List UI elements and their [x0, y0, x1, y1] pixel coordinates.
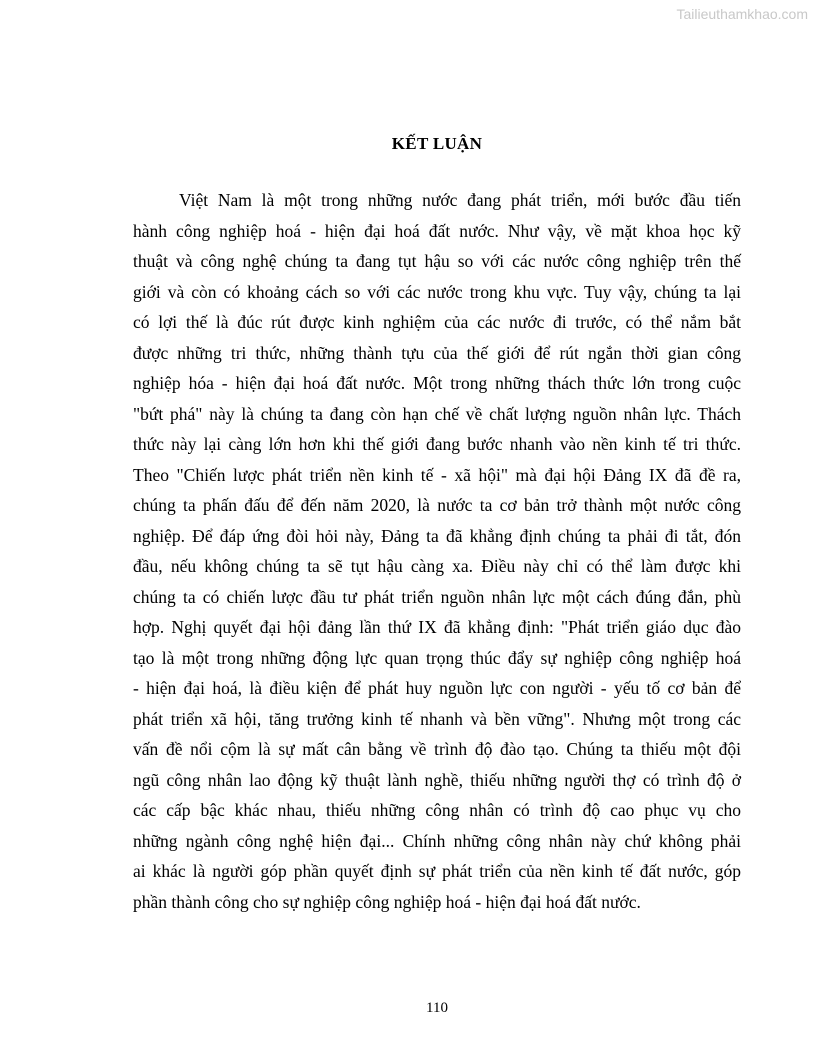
body-paragraph	[133, 185, 741, 917]
paragraph-line: "bứt phá" này là chúng ta đang còn hạn chế về chất lượng nguồn nhân lực. Thách	[133, 403, 741, 424]
paragraph-line: hành công nghiệp hoá - hiện đại hoá đất nước. Như vậy, về mặt khoa học kỹ	[133, 220, 741, 241]
paragraph-line: ngũ công nhân lao động kỹ thuật lành nghề, thiếu những người thợ có trình độ ở	[133, 769, 741, 790]
paragraph-line: phần thành công cho sự nghiệp công nghiệp hoá - hiện đại hoá đất nước.	[133, 891, 641, 912]
paragraph-line: có lợi thế là đúc rút được kinh nghiệm của các nước đi trước, có thể nắm bắt	[133, 312, 741, 332]
paragraph-line: thuật và công nghệ chúng ta đang tụt hậu so với các nước công nghiệp trên thế	[133, 251, 741, 271]
paragraph-line: được những tri thức, những thành tựu của thế giới để rút ngắn thời gian công	[133, 342, 741, 363]
paragraph-line: nghiệp. Để đáp ứng đòi hỏi này, Đảng ta đã khẳng định chúng ta phải đi tắt, đón	[133, 525, 741, 546]
paragraph-line: Việt Nam là một trong những nước đang phát triển, mới bước đầu tiến	[179, 190, 741, 210]
paragraph-line: - hiện đại hoá, là điều kiện để phát huy nguồn lực con người - yếu tố cơ bản để	[133, 678, 741, 698]
paragraph-line: chúng ta có chiến lược đầu tư phát triển nguồn nhân lực một cách đúng đắn, phù	[133, 586, 741, 607]
page-number: 110	[426, 1000, 448, 1016]
paragraph-line: giới và còn có khoảng cách so với các nước trong khu vực. Tuy vậy, chúng ta lại	[133, 281, 741, 302]
paragraph-line: những ngành công nghệ hiện đại... Chính những công nhân này chứ không phải	[133, 830, 741, 851]
paragraph-line: nghiệp hóa - hiện đại hoá đất nước. Một trong những thách thức lớn trong cuộc	[133, 373, 741, 393]
paragraph-line: thức này lại càng lớn hơn khi thế giới đang bước nhanh vào nền kinh tế tri thức.	[133, 434, 741, 454]
paragraph-line: phát triển xã hội, tăng trưởng kinh tế nhanh và bền vững". Nhưng một trong các	[133, 708, 741, 729]
paragraph-line: hợp. Nghị quyết đại hội đảng lần thứ IX đã khẳng định: "Phát triển giáo dục đào	[133, 617, 741, 637]
paragraph-line: đầu, nếu không chúng ta sẽ tụt hậu càng xa. Điều này chỉ có thể làm được khi	[133, 556, 741, 576]
paragraph-line: tạo là một trong những động lực quan trọng thúc đẩy sự nghiệp công nghiệp hoá	[133, 647, 741, 668]
paragraph-line: các cấp bậc khác nhau, thiếu những công nhân có trình độ cao phục vụ cho	[133, 800, 741, 820]
paragraph-line: vấn đề nổi cộm là sự mất cân bằng về trình độ đào tạo. Chúng ta thiếu một đội	[133, 739, 741, 759]
page-title: KẾT LUẬN	[391, 134, 483, 153]
paragraph-line: chúng ta phấn đấu để đến năm 2020, là nước ta cơ bản trở thành một nước công	[133, 495, 741, 515]
paragraph-line: ai khác là người góp phần quyết định sự phát triển của nền kinh tế đất nước, góp	[133, 861, 741, 881]
watermark: Tailieuthamkhao.com	[676, 6, 808, 22]
paragraph-line: Theo "Chiến lược phát triển nền kinh tế - xã hội" mà đại hội Đảng IX đã đề ra,	[133, 464, 741, 485]
